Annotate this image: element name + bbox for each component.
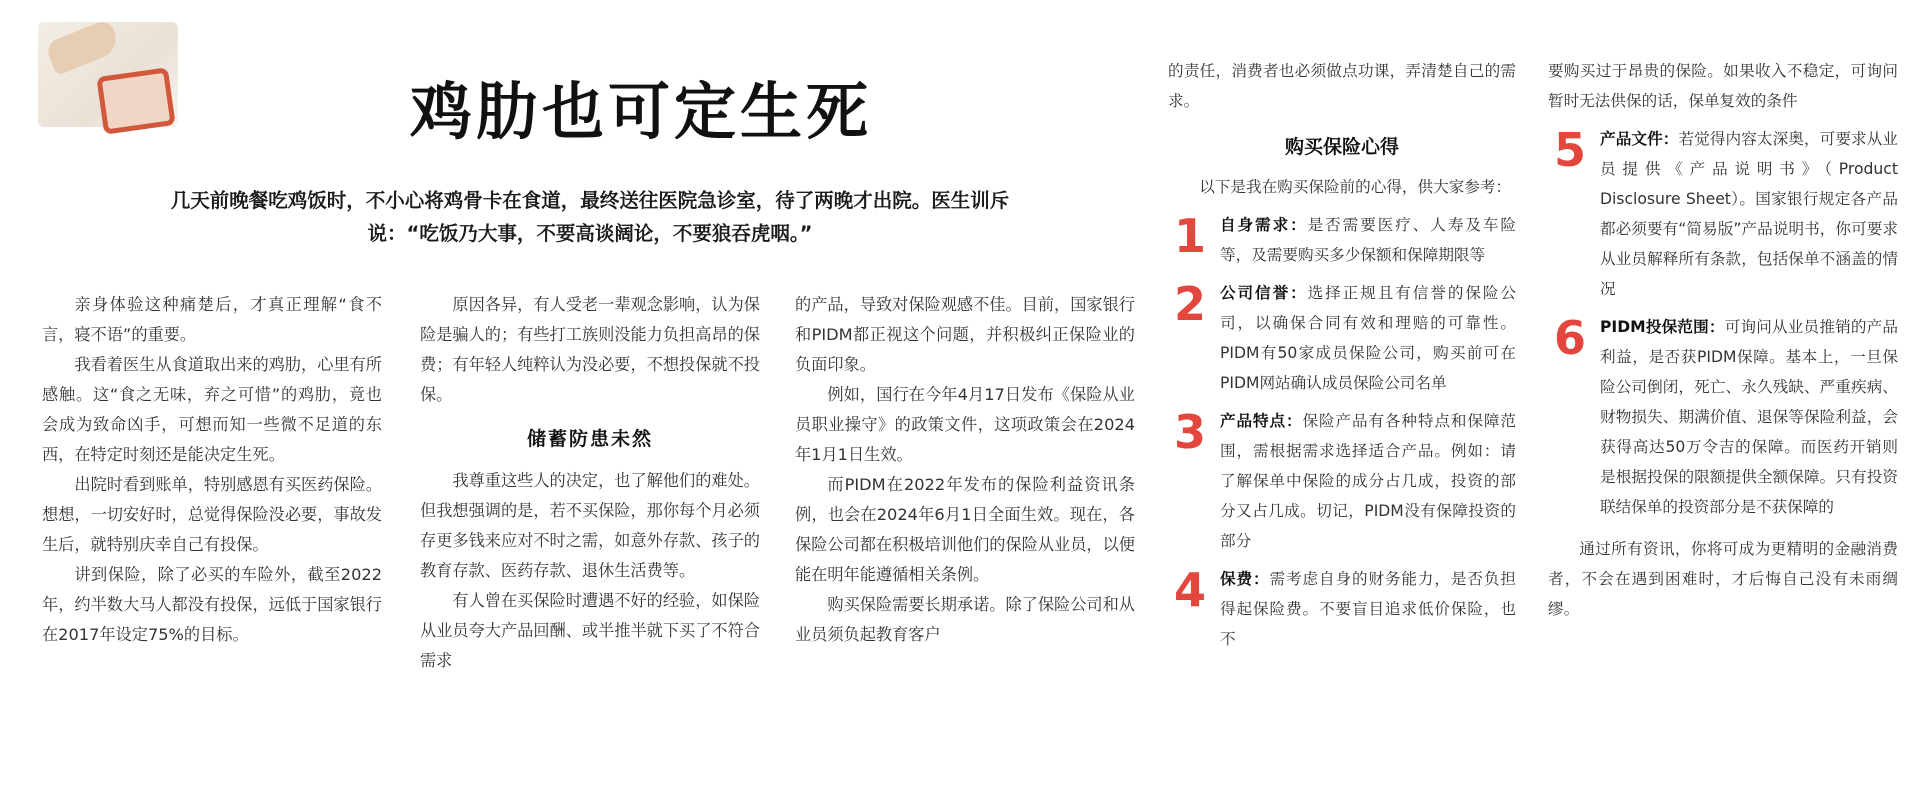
column-4 [1168,56,1516,654]
section-heading-tips: 购买保险心得 [1284,136,1399,158]
col4-intro: 以下是我在购买保险前的心得，供大家参考： [1199,178,1512,196]
col3-paragraph-4: 购买保险需要长期承诺。除了保险公司和从业员须负起教育客户 [795,595,1135,644]
section-heading-savings: 储蓄防患未然 [526,428,653,450]
col1-paragraph-4: 讲到保险，除了必买的车险外，截至2022年，约半数大马人都没有投保，远低于国家银行在2017年设定75%的目标。 [42,565,382,644]
tip-number: 4 [1174,563,1207,617]
column-3 [795,290,1135,650]
seal-stamp-icon [96,67,175,134]
col3-paragraph-2: 例如，国行在今年4月17日发布《保险从业员职业操守》的政策文件，这项政策会在2024年1月1日生效。 [795,385,1135,464]
tip-number: 1 [1174,209,1207,263]
column-5 [1548,56,1898,624]
tip-text: 保险产品有各种特点和保障范围，需根据需求选择适合产品。例如：请了解保单中保险的成分占几成，投资的部分又占几成。切记，PIDM没有保障投资的部分 [1220,412,1516,550]
tip-number: 5 [1554,123,1587,177]
col4-paragraph-1: 的责任，消费者也必须做点功课，弄清楚自己的需求。 [1168,62,1516,110]
tip-label: 保费： [1220,570,1270,588]
article-lede: 几天前晚餐吃鸡饭时，不小心将鸡骨卡在食道，最终送往医院急诊室，待了两晚才出院。医生训斥说：“吃饭乃大事，不要高谈阔论，不要狼吞虎咽。” [170,189,1010,245]
tip-text: 若觉得内容太深奥，可要求从业员提供《产品说明书》（Product Disclosure Sheet）。国家银行规定各产品都必须要有“简易版”产品说明书，你可要求从业员解释所有条款，包括保单不涵盖的情况 [1600,130,1898,298]
col1-paragraph-2: 我看着医生从食道取出来的鸡肋，心里有所感触。这“食之无味，弃之可惜”的鸡肋，竟也会成为致命凶手，可想而知一些微不足道的东西，在特定时刻还是能决定生死。 [42,355,382,464]
column-1 [42,290,382,650]
tip-text: 是否需要医疗、人寿及车险等，及需要购买多少保额和保障期限等 [1220,216,1516,264]
col3-paragraph-3: 而PIDM在2022年发布的保险利益资讯条例，也会在2024年6月1日全面生效。现在，各保险公司都在积极培训他们的保险从业员，以便能在明年能遵循相关条例。 [795,475,1135,584]
tip-text: 需考虑自身的财务能力，是否负担得起保险费。不要盲目追求低价保险，也不 [1220,570,1516,648]
tip-number: 2 [1174,277,1207,331]
stamp-photo-image [38,22,178,127]
finger-shape [44,18,122,76]
col5-paragraph-1: 要购买过于昂贵的保险。如果收入不稳定，可询问暂时无法供保的话，保单复效的条件 [1548,62,1898,110]
tip-item [1168,278,1516,398]
col2-paragraph-1: 原因各异，有人受老一辈观念影响，认为保险是骗人的；有些打工族则没能力负担高昂的保费；有年轻人纯粹认为没必要，不想投保就不投保。 [420,295,760,404]
column-2 [420,290,760,676]
tip-item [1548,312,1898,522]
tip-label: 产品文件： [1600,130,1679,148]
tip-text: 可询问从业员推销的产品利益，是否获PIDM保障。基本上，一旦保险公司倒闭，死亡、永久残缺、严重疾病、财物损失、期满价值、退保等保险利益，会获得高达50万令吉的保障。而医药开销则是根据投保的限额提供全额保障。只有投资联结保单的投资部分是不获保障的 [1600,318,1898,516]
tip-label: PIDM投保范围： [1600,318,1725,336]
tip-text: 选择正规且有信誉的保险公司，以确保合同有效和理赔的可靠性。PIDM有50家成员保险公司，购买前可在PIDM网站确认成员保险公司名单 [1220,284,1516,392]
col2-paragraph-3: 有人曾在买保险时遭遇不好的经验，如保险从业员夸大产品回酬、或半推半就下买了不符合需求 [420,591,760,670]
tip-label: 产品特点： [1220,412,1303,430]
tip-item [1548,124,1898,304]
col2-paragraph-2: 我尊重这些人的决定，也了解他们的难处。但我想强调的是，若不买保险，那你每个月必须存更多钱来应对不时之需，如意外存款、孩子的教育存款、医药存款、退休生活费等。 [420,471,760,580]
col1-paragraph-3: 出院时看到账单，特别感恩有买医药保险。想想，一切安好时，总觉得保险没必要，事故发生后，就特别庆幸自己有投保。 [42,475,382,554]
tip-item [1168,564,1516,654]
tip-number: 3 [1174,405,1207,459]
col1-paragraph-1: 亲身体验这种痛楚后，才真正理解“食不言，寝不语”的重要。 [42,295,382,344]
tip-number: 6 [1554,311,1587,365]
col3-paragraph-1: 的产品，导致对保险观感不佳。目前，国家银行和PIDM都正视这个问题，并积极纠正保险业的负面印象。 [795,295,1135,374]
tip-label: 公司信誉： [1220,284,1308,302]
tip-item [1168,406,1516,556]
article-headline: 鸡肋也可定生死 [410,75,873,148]
col5-closing: 通过所有资讯，你将可成为更精明的金融消费者，不会在遇到困难时，才后悔自己没有未雨绸缪。 [1548,540,1898,618]
tip-item [1168,210,1516,270]
tip-label: 自身需求： [1220,216,1308,234]
